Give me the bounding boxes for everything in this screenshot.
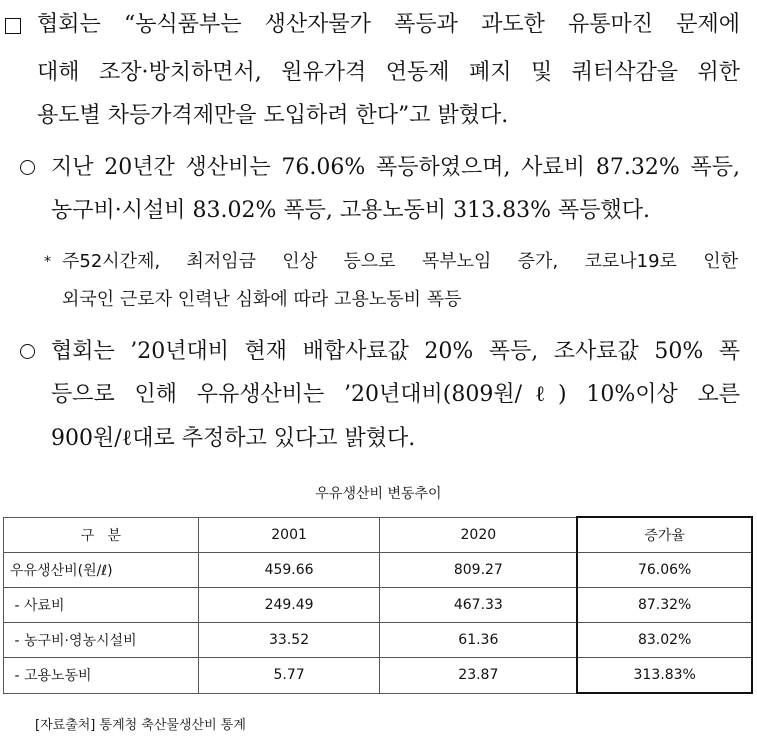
circle-bullet-1 [20,160,35,175]
table-row [4,658,753,694]
table-row [4,623,753,658]
point2-line-1: 협회는 ’20년대비 현재 배합사료값 20% 폭등, 조사료값 50% 폭 [51,339,740,364]
point1-line-1: 지난 20년간 생산비는 76.06% 폭등하였으며, 사료비 87.32% 폭등, [51,155,740,180]
value-2001: 459.66 [198,553,380,588]
value-2020: 467.33 [380,588,578,623]
note-line-2: 외국인 근로자 인력난 심화에 따라 고용노동비 폭등 [62,289,462,310]
table-header-row [4,517,753,553]
table-row [4,588,753,623]
row-label: - 사료비 [4,588,199,623]
main-paragraph-line-1: 협회는 “농식품부는 생산자물가 폭등과 과도한 유통마진 문제에 [37,12,740,37]
row-label: - 농구비·영농시설비 [4,623,199,658]
table-row [4,553,753,588]
table-title: 우유생산비 변동추이 [315,486,442,502]
data-source-note: [자료출처] 통계청 축산물생산비 통계 [35,718,246,733]
checkbox-bullet [5,18,21,34]
point2-line-2: 등으로 인해 우유생산비는 ’20년대비(809원/ℓ) 10%이상 오른 [51,382,740,407]
header-2001: 2001 [198,517,380,553]
value-increase: 83.02% [577,623,752,658]
value-2020: 61.36 [380,623,578,658]
value-increase: 313.83% [577,658,752,694]
value-increase: 76.06% [577,553,752,588]
row-label: - 고용노동비 [4,658,199,694]
header-category: 구 분 [4,517,199,553]
value-2001: 33.52 [198,623,380,658]
value-2001: 249.49 [198,588,380,623]
value-2001: 5.77 [198,658,380,694]
point1-line-2: 농구비·시설비 83.02% 폭등, 고용노동비 313.83% 폭등했다. [51,198,650,223]
main-paragraph-line-3: 용도별 차등가격제만을 도입하려 한다”고 밝혔다. [37,103,509,128]
row-label: 우유생산비(원/ℓ) [4,553,199,588]
value-2020: 23.87 [380,658,578,694]
main-paragraph-line-2: 대해 조장·방치하면서, 원유가격 연동제 폐지 및 쿼터삭감을 위한 [37,60,740,85]
note-asterisk: * [44,254,51,270]
note-line-1: 주52시간제, 최저임금 인상 등으로 목부노임 증가, 코로나19로 인한 [62,251,738,272]
circle-bullet-2 [20,344,35,359]
value-2020: 809.27 [380,553,578,588]
point2-line-3: 900원/ℓ대로 추정하고 있다고 밝혔다. [51,426,416,451]
production-cost-table [3,516,753,694]
value-increase: 87.32% [577,588,752,623]
header-2020: 2020 [380,517,578,553]
header-increase-rate: 증가율 [577,517,752,553]
